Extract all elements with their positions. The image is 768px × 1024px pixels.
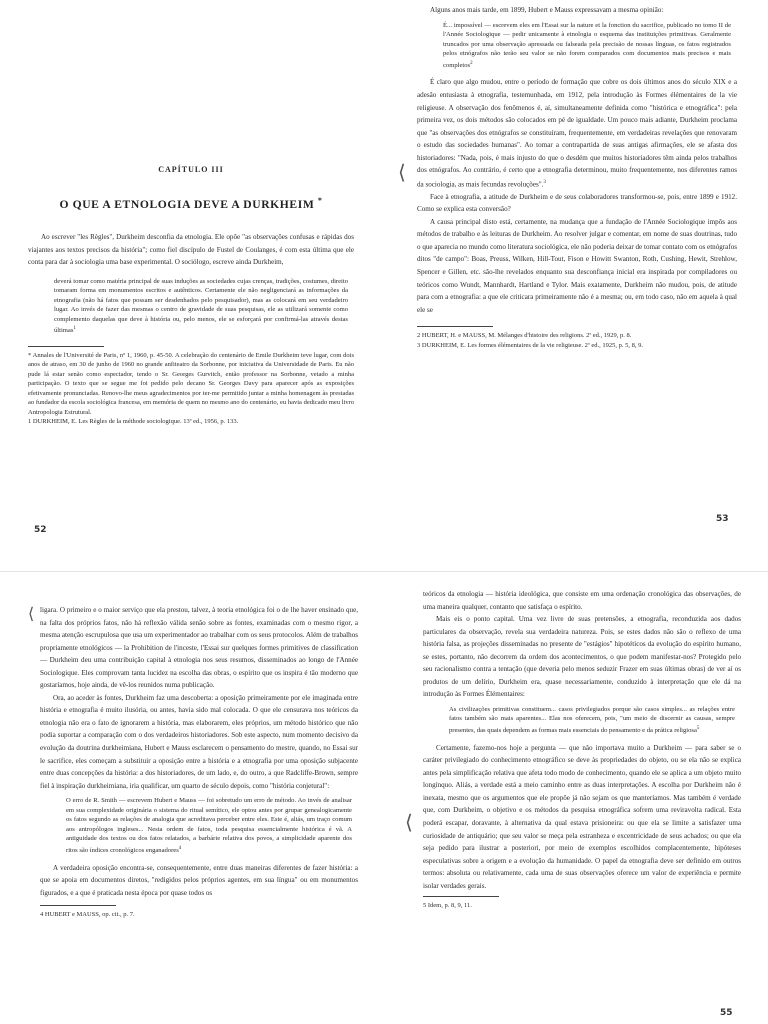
page54-footnote-rule <box>40 905 116 906</box>
page53-footnote-2: 2 HUBERT, H. e MAUSS, M. Mélanges d'histoire des religions. 2ª ed., 1929, p. 8. <box>417 332 632 340</box>
page55-blockquote-text: As civilizações primitivas constituem... casos privilegiados porque são casos simples... as relações entre fatos também são mais aparentes... Elas nos oferecem, pois, "um meio de discernir as causas, sempre presentes, das quais dependem as formas mais essenciais do pensamento e da prática religiosa <box>449 705 735 735</box>
page53-paragraph-1 <box>417 76 737 190</box>
page52-footnote-1: 1 DURKHEIM, E. Les Règles de la méthode sociologique. 13ª ed., 1956, p. 133. <box>28 417 239 425</box>
page54-paragraph-2: Ora, ao aceder às fontes, Durkheim faz uma descoberta: a oposição primeiramente por ele imaginada entre história e etnografia é muito ilusória, ou antes, havia sido mal colocada. O que ele censurava nos teóricos da etnologia não era o fato de ignorarem a história, mas elaborarem, eles próprios, um método histórico que não podia suportar a comparação com o dos verdadeiros historiadores. Sob este aspecto, num momento decisivo da evolução da doutrina durkheimiana, Hubert e Mauss esclarecem o pensamento do mestre, quando, no Essai sur le sacrifice, eles começam a substituir a oposição entre a história e a etnografia por uma oposição subjacente entre duas concepções da história: a dos historiadores, de um lado, e, do outro, a que Radcliffe-Brown, sempre fiel à inspiração durkheimiana, iria qualificar, um quarto de século depois, como "história conjetural": <box>40 693 358 790</box>
page-number-55: 55 <box>720 1008 733 1018</box>
page53-footnote-rule <box>417 326 493 327</box>
page-number-53: 53 <box>716 514 729 524</box>
page53-paragraph-3: A causa principal disto está, certamente, na mudança que a fundação de l'Année Sociologique impôs aos métodos de trabalho e às leituras de Durkheim. Ao resolver julgar e comentar, em nome de suas doutrinas, tudo o que aparecia no mundo como literatura sociológica, ele não poderia deixar de tomar contato com os etnógrafos ditos "de campo": Boas, Preuss, Wilken, Hill-Tout, Fison e Howitt Swanton, Roth, Cushing, Hewit, Strehlow, Spencer e Gillen, etc. são-lhe revelados enquanto sua desconfiança inicial era inspirada por compiladores ou teóricos como Wundt, Mannhardt, Hartland e Tylor. Mais exatamente, Durkheim não mudou, pois, de atitude para com a etnografia: a que ele criticara primeiramente não é a mesma; ou, em todo caso, não em aquela à qual ele se <box>417 217 737 314</box>
page52-blockquote-ref: 1 <box>73 326 76 332</box>
page53-blockquote-text: É... impossível — escrevem eles em l'Essai sur la nature et la fonction du sacrifice, publicado no tomo II de l'Année Sociologique — pedir unicamente à etnologia o esquema das instituições primitivas. Geralmente truncados por uma observação apressada ou falseada pela precisão de nossas línguas, os fatos registrados pelos etnógrafos não terão seu valor se não forem comparados com documentos mais precisos e mais completos <box>443 21 731 69</box>
margin-bracket-mark: ⟨ <box>398 160 406 184</box>
page55-paragraph-2: Mais eis o ponto capital. Uma vez livre de suas pretensões, a etnografia, reconduzida aos dados particulares da observação, revela sua verdadeira natureza. Pois, se estes dados não são o reflexo de uma história falsa, as projeções disseminadas no presente de "estágios" hipotéticos da evolução do espírito humano, se estes, portanto, não decorrem da ordem dos acontecimentos, o que podem manifestar-nos? Protegido pelo seu racionalismo contra a tentação (que deveria pelo menos seduzir Frazer em suas últimas obras) de ver aí os produtos de um delírio, Durkheim era, quase necessariamente, conduzido à interpretação que ele dá na introdução às Formes Élémentaires: <box>423 615 741 699</box>
page55-blockquote-ref: 5 <box>696 726 700 732</box>
page53-paragraph-2: Face à etnografia, a atitude de Durkheim e de seus colaboradores transformou-se, pois, entre 1899 e 1912. Como se explica esta conversão? <box>417 192 737 214</box>
page55-blockquote <box>449 705 735 736</box>
page52-blockquote <box>54 277 348 336</box>
page-52 <box>28 40 354 560</box>
margin-bracket-mark-2: ⟨ <box>28 604 35 623</box>
page54-blockquote-text: O erro de R. Smith — escrevem Hubert e Mauss — foi sobretudo um erro de método. Ao invés de analisar em sua complexidade originária o sistema do ritual semítico, ele optou antes por grupar genealogicamente os fatos segundo as relações de analogia que acreditava perceber entre eles. Este é, aliás, um traço comum aos antropólogos ingleses... Nesta ordem de fatos, toda pesquisa essencialmente histórica é vã. A antiguidade dos textos ou dos fatos relatados, a barbárie relativa dos povos, a simplicidade aparente dos ritos são índices cronológicos enganadores <box>66 797 352 855</box>
page-53 <box>417 4 737 534</box>
page54-paragraph-1: ligara. O primeiro e o maior serviço que ela prestou, talvez, à teoria etnológica foi o de lhe haver ensinado que, na falta dos próprios fatos, não há reflexão válida senão sobre as fontes, examinadas com o mesmo rigor, a mesma atenção escrupulosa que usa um experimentador ao trabalhar com os seus protocolos. Além de trabalhos propriamente etnológicos — la Prohibition de l'inceste, l'Essai sur quelques formes primitives de classification — Durkheim deu uma contribuição capital à etnologia nos seus resumos, disseminados ao longo de l'Année Sociologique. Eles comprovam tanta lucidez na escolha das obras, o espírito que os inspira é tão moderno que gostaríamos, hoje ainda, de vê-los reunidos numa publicação. <box>40 606 358 690</box>
page55-paragraph-1: teóricos da etnologia — história ideológica, que consiste em uma ordenação cronológica das observações, de uma maneira qualquer, contanto que satisfaça o espírito. <box>423 590 741 611</box>
page55-footnote-rule <box>423 896 499 897</box>
page54-blockquote-ref: 4 <box>178 845 182 851</box>
page53-paragraph-1-ref: 3 <box>543 179 546 185</box>
page-55 <box>423 588 741 1012</box>
page54-blockquote <box>66 796 352 855</box>
page53-paragraph-1-text: É claro que algo mudou, entre o período de formação que cobre os dois últimos anos do século XIX e a adesão entusiasta à etnografia, testemunhada, em 1912, pela introdução às Formes élémentaires de la vie religieuse. A observação dos fenômenos é, aí, simultaneamente definida como "histórica e etnográfica": pela primeira vez, os dois métodos são colocados em pé de igualdade. Um pouco mais adiante, Durkheim proclama que "as observações dos etnógrafos se constituíram, frequentemente, em verdadeiras revelações que renovaram o estudo das sociedades humanas". Ao tomar a contrapartida de suas antigas afirmações, ele se afasta dos historiadores: "Nada, pois, é mais injusto do que o desdém que muitos historiadores têm ainda pelos trabalhos dos etnógrafos. Ao contrário, é certo que a etnografia determinou, muito frequentemente, nos diferentes ramos da sociologia, as mais fecundas revoluções". <box>417 78 737 189</box>
page-number-52: 52 <box>34 525 47 535</box>
page-54 <box>40 604 358 1018</box>
page52-footnote-star: * Annales de l'Université de Paris, nº 1, 1960, p. 45-50. A celebração do centenário de Emile Durkheim teve lugar, com dois anos de atraso, em 30 de junho de 1960 no grande anfiteatro da Sorbonne, por iniciativa da Universidade de Paris. Eu não pude lá estar senão como espectador, tendo o Sr. Georges Gurvitch, então professor na Sorbonne, vetado a minha participação. O texto que se segue me foi pedido pelo decano Sr. Georges Davy para aparecer após as exposições efetivamente pronunciadas. Renovo-lhe meus agradecimentos por ter-me permitido juntar a minha homenagem às prestadas ao fundador da escola sociológica francesa, em memória de quem no mesmo ano do centenário, eu havia dedicado meu livro Antropologia Estrutural. <box>28 352 354 416</box>
page54-paragraph-3: A verdadeira oposição encontra-se, consequentemente, entre duas maneiras diferentes de fazer história: a que se apoia em documentos diretos, "redigidos pelos próprios agentes, em sua língua" ou em monumentos figurados, e a que é praticada nesta época por quase todos os <box>40 863 358 897</box>
page53-blockquote-ref: 2 <box>470 60 473 66</box>
page54-footnote-4: 4 HUBERT e MAUSS, op. cit., p. 7. <box>40 911 135 919</box>
chapter-title <box>28 195 354 211</box>
margin-bracket-mark-3: ⟨ <box>405 810 413 834</box>
page52-blockquote-text: deverá tomar como matéria principal de suas induções as sociedades cujas crenças, tradições, costumes, direito tomaram forma em monumentos escritos e autênticos. Certamente ele não negligenciará as informações da etnografia (não há fatos que possam ser desdenhados pelo pesquisador), mas as colocará em seu verdadeiro lugar. Ao invés de fazer das mesmas o centro de gravidade de suas pesquisas, ele as utilizará somente como complemento daquelas que deve à história ou, pelo menos, ele se esforçará por confirmá-las através destas últimas <box>54 277 348 335</box>
page52-paragraph-1: Ao escrever "les Règles", Durkheim desconfia da etnologia. Ele opõe "as observações confusas e rápidas dos viajantes aos textos precisos da história"; como fiel discípulo de Fustel de Coulanges, é com esta última que ele conta para dar à sociologia uma base experimental. O sociólogo, escreve ainda Durkheim, <box>28 232 354 267</box>
chapter-heading: CAPÍTULO III <box>158 165 224 174</box>
page52-footnote-rule <box>28 346 104 347</box>
chapter-title-text: O QUE A ETNOLOGIA DEVE A DURKHEIM <box>59 197 315 211</box>
page53-intro: Alguns anos mais tarde, em 1899, Hubert e Mauss expressavam a mesma opinião: <box>430 6 664 14</box>
spread-divider <box>0 571 768 572</box>
page53-blockquote <box>443 21 731 71</box>
page55-paragraph-3: Certamente, fazemo-nos hoje a pergunta — que não importava muito a Durkheim — para saber se o caráter privilegiado do conhecimento etnográfico se deve às propriedades do objeto, ou se ela não se explica antes pela simplificação relativa que afeta todo modo de conhecimento, quando ele se aplica a um objeto muito longínquo. Aliás, a verdade está a meio caminho entre as duas interpretações. A escolha por Durkheim não é inexata, mesmo que os argumentos que ele propõe já não sejam os que manteríamos. Mas também é verdade que, com Durkheim, o objetivo e os métodos da pesquisa etnográfica sofrem uma reviravolta radical. Esta poderá escapar, doravante, à alternativa da qual estava prisioneira: ou que ela se limite a satisfazer uma curiosidade de antiquário; que seu valor se meça pela estranheza e excentricidade de seus achados; ou que ela seja pedido para ilustrar a posteriori, por meio de exemplos escolhidos complacentemente, hipóteses especulativas sobre a origem e a evolução da humanidade. O papel da etnografia deve ser definido em outros termos: absoluta ou relativamente, cada uma de suas observações oferece um valor de experiência e permite isolar verdades gerais. <box>423 743 741 890</box>
page55-footnote-5: 5 Idem, p. 8, 9, 11. <box>423 902 472 910</box>
page53-footnote-3: 3 DURKHEIM, E. Les formes élémentaires de la vie religieuse. 2ª ed., 1925, p. 5, 8, 9. <box>417 341 643 349</box>
chapter-title-mark: * <box>317 195 323 205</box>
